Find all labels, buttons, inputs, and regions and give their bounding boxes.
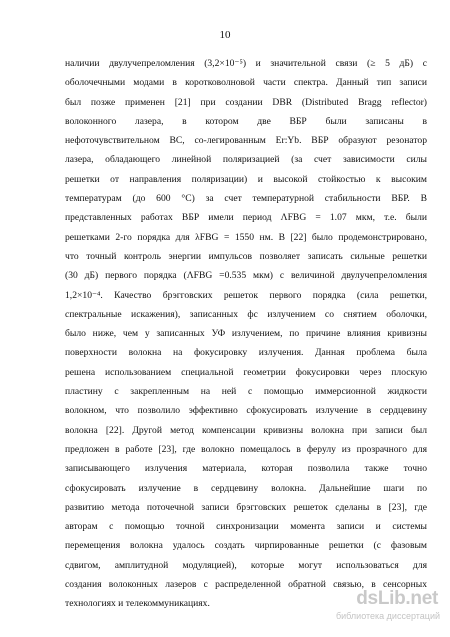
text-line: пластину с закрепленным на ней с помощью иммерсионной жидкости xyxy=(65,386,427,398)
text-line: решетки от направления поляризации) и высокой стойкостью к высоким xyxy=(65,173,427,185)
body-paragraph xyxy=(65,54,427,614)
text-line: оболочечными модами в коротковолновой части спектра. Данный тип записи xyxy=(65,77,427,89)
watermark xyxy=(337,588,442,628)
text-line: 1,2×10⁻⁴. Качество брэгговских решеток первого порядка (сила решетки, xyxy=(65,289,427,301)
text-line: нефоточувствительном ВС, со-легированным Er:Yb. ВБР образуют резонатор xyxy=(65,135,427,147)
text-line: решетками 2-го порядка для λFBG = 1550 нм. В [22] было продемонстрировано, xyxy=(65,231,427,243)
text-line: что точный контроль энергии импульсов позволяет записать сильные решетки xyxy=(65,250,427,262)
watermark-tagline: библиотека диссертаций xyxy=(335,611,440,621)
text-line: представленных работах ВБР имели период ΛFBG = 1.07 мкм, т.е. были xyxy=(65,212,427,224)
text-line: был позже применен [21] при создании DBR (Distributed Bragg reflector) xyxy=(65,96,427,108)
text-line: записывающего излучения материала, которая позволила также точно xyxy=(65,463,427,475)
page-number: 10 xyxy=(219,29,231,41)
text-line: наличии двулучепреломления (3,2×10⁻⁵) и значительной связи (≥ 5 дБ) с xyxy=(65,58,427,69)
watermark-logo: dsLib.net xyxy=(356,588,438,609)
text-line: развитию метода поточечной записи брэгговских решеток сделаны в [23], где xyxy=(65,501,427,513)
text-line: волоконного лазера, в котором две ВБР были записаны в xyxy=(65,115,427,127)
text-line: волокном, что позволило эффективно сфокусировать излучение в сердцевину xyxy=(65,405,427,417)
text-line: спектральные искажения), записанных фс излучением со снятием оболочки, xyxy=(65,308,427,320)
text-line: технологиях и телекоммуникациях. xyxy=(65,598,210,610)
text-line: было ниже, чем у записанных УФ излучением, по причине влияния кривизны xyxy=(65,328,427,340)
text-line: поверхности волокна на фокусировку излучения. Данная проблема была xyxy=(65,347,427,359)
text-line: волокна [22]. Другой метод компенсации кривизны волокна при записи был xyxy=(65,424,427,436)
text-line: (30 дБ) первого порядка (ΛFBG =0.535 мкм) с величиной двулучепреломления xyxy=(65,270,427,282)
text-line: авторам с помощью точной синхронизации момента записи и системы xyxy=(65,521,427,533)
text-line: предложен в работе [23], где волокно помещалось в ферулу из прозрачного для xyxy=(65,443,427,455)
text-line: сдвигом, амплитудной модуляцией), которые могут использоваться для xyxy=(65,559,427,571)
text-line: лазера, обладающего линейной поляризацией (за счет зависимости силы xyxy=(65,154,427,166)
text-line: сфокусировать излучение в сердцевину волокна. Дальнейшие шаги по xyxy=(65,482,427,494)
text-line: перемещения волокна удалось создать чирпированные решетки (с фазовым xyxy=(65,540,427,552)
text-line: температурам (до 600 °С) за счет температурной стабильности ВБР. В xyxy=(65,193,427,205)
text-line: решена использованием специальной геометрии фокусировки через плоскую xyxy=(65,366,427,378)
text-line: создания волоконных лазеров с распределенной обратной связью, в сенсорных xyxy=(65,579,427,591)
